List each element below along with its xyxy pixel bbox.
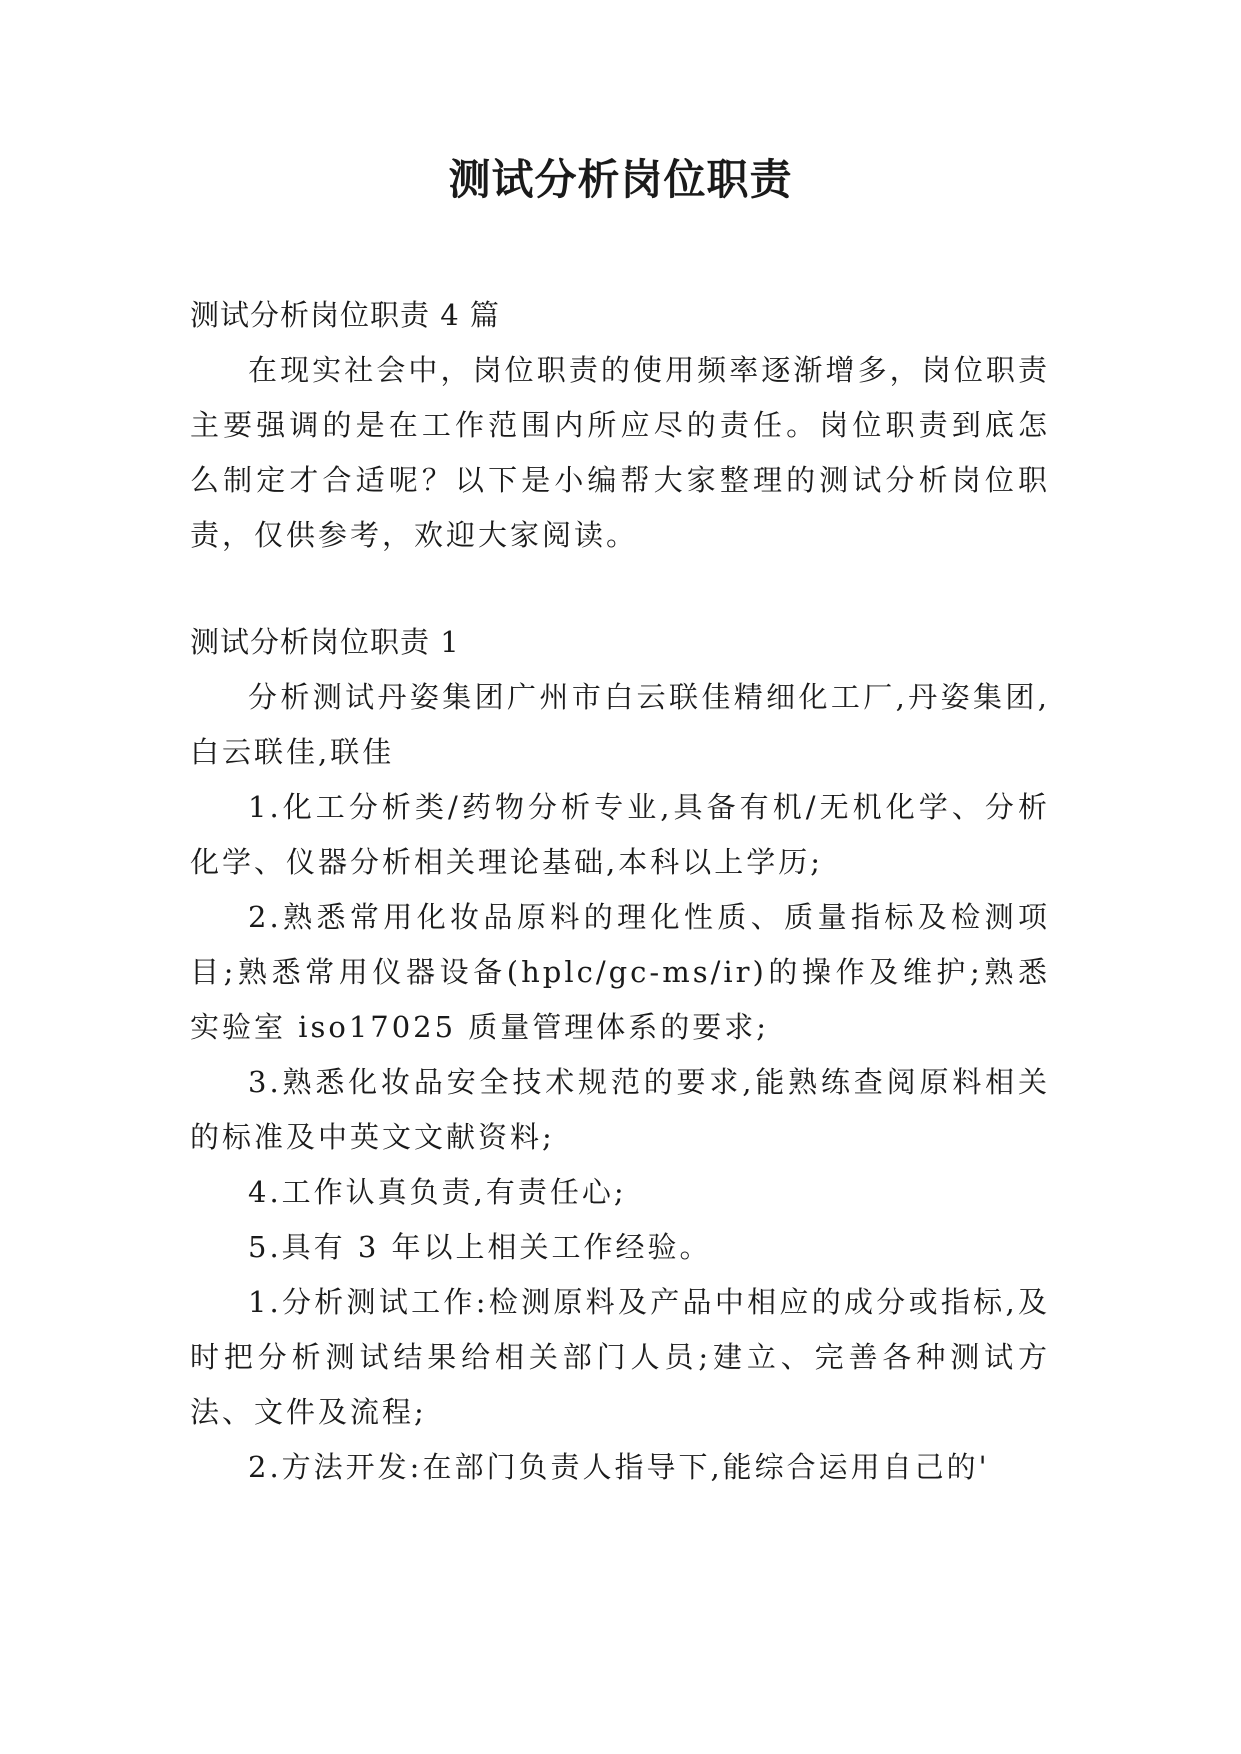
section-heading: 测试分析岗位职责 1 [190, 625, 460, 659]
list-item: 5.具有 3 年以上相关工作经验。 [248, 1230, 712, 1264]
list-item: 2.方法开发:在部门负责人指导下,能综合运用自己的' [248, 1450, 990, 1484]
list-item: 4.工作认真负责,有责任心; [248, 1175, 627, 1209]
document-body [190, 288, 1050, 1495]
intro-paragraph: 在现实社会中，岗位职责的使用频率逐渐增多，岗位职责主要强调的是在工作范围内所应尽的责任。岗位职责到底怎么制定才合适呢？以下是小编帮大家整理的测试分析岗位职责，仅供参考，欢迎大家阅读。 [190, 353, 1050, 552]
list-item: 2.熟悉常用化妆品原料的理化性质、质量指标及检测项目;熟悉常用仪器设备(hplc/gc-ms/ir)的操作及维护;熟悉实验室 iso17025 质量管理体系的要求; [190, 900, 1050, 1044]
list-item: 3.熟悉化妆品安全技术规范的要求,能熟练查阅原料相关的标准及中英文文献资料; [190, 1065, 1050, 1154]
document-subtitle: 测试分析岗位职责 4 篇 [190, 298, 500, 332]
page-title: 测试分析岗位职责 [448, 155, 793, 204]
list-item: 1.化工分析类/药物分析专业,具备有机/无机化学、分析化学、仪器分析相关理论基础,本科以上学历; [190, 790, 1050, 879]
list-item: 1.分析测试工作:检测原料及产品中相应的成分或指标,及时把分析测试结果给相关部门人员;建立、完善各种测试方法、文件及流程; [190, 1285, 1050, 1429]
company-paragraph: 分析测试丹姿集团广州市白云联佳精细化工厂,丹姿集团,白云联佳,联佳 [190, 680, 1050, 769]
